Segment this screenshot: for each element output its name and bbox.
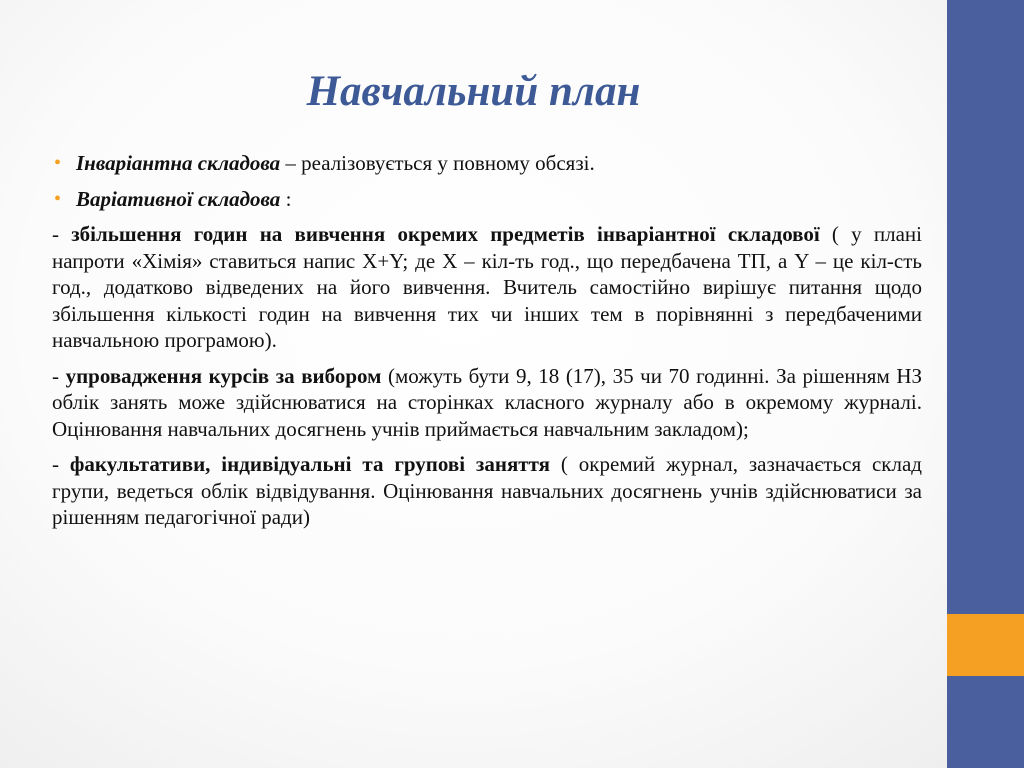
paragraph-text: ( окремий журнал, зазначається склад групи, ведеться облік відвідування. Оцінювання навчальних досягнень учнів здійснюватиси за рішенням педагогічної ради) bbox=[52, 452, 922, 529]
paragraph-item bbox=[52, 221, 922, 354]
bullet-item bbox=[52, 186, 922, 213]
bullet-dot-icon: • bbox=[54, 187, 62, 210]
paragraph-bold: факультативи, індивідуальні та групові заняття bbox=[69, 452, 551, 476]
paragraph-dash: - bbox=[52, 363, 66, 388]
slide-title: Навчальний план bbox=[306, 68, 641, 115]
side-accent-bar-blue-bottom bbox=[947, 676, 1024, 768]
paragraph-bold: упровадження курсів за вибором bbox=[65, 363, 382, 388]
bullet-lead: Варіативної складова bbox=[76, 186, 281, 211]
paragraph-item bbox=[52, 451, 922, 531]
paragraph-text: ( у плані напроти «Хімія» ставиться напис X+Y; де X – кіл-ть год., що передбачена ТП, а Y – це кіл-сть год., додатково відведених на його вивчення. Вчитель самостійно вирішує питання щодо збільшення кількості годин на вивчення тих чи інших тем в порівнянні з передбаченими навчальною програмою). bbox=[52, 222, 923, 352]
paragraph-text: (можуть бути 9, 18 (17), 35 чи 70 годинні. За рішенням НЗ облік занять може здійснюватися на сторінках класного журналу або в окремому журналі. Оцінювання навчальних досягнень учнів приймається навчальним закладом); bbox=[52, 363, 923, 441]
paragraph-bold: збільшення годин на вивчення окремих предметів інваріантної складової bbox=[71, 222, 820, 246]
bullet-lead: Інваріантна складова bbox=[76, 151, 281, 175]
side-accent-bar-blue bbox=[947, 0, 1024, 614]
bullet-item bbox=[52, 150, 922, 177]
bullet-dot-icon: • bbox=[54, 152, 62, 174]
side-accent-bar-orange bbox=[947, 614, 1024, 676]
slide-body bbox=[52, 150, 922, 540]
bullet-text: – реалізовується у повному обсязі. bbox=[280, 151, 595, 175]
bullet-text: : bbox=[280, 186, 292, 211]
paragraph-dash: - bbox=[52, 222, 72, 246]
paragraph-item bbox=[52, 363, 922, 443]
paragraph-dash: - bbox=[52, 452, 70, 476]
